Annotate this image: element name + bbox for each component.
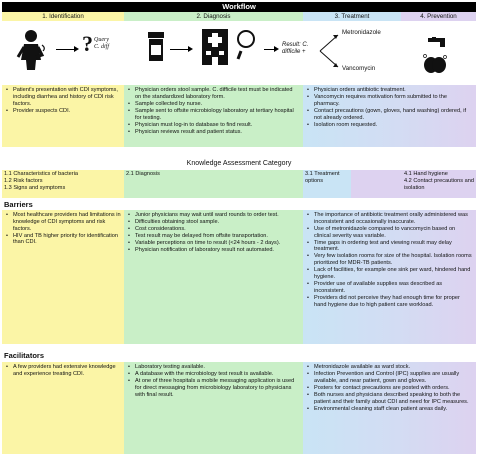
list-item: • Lack of facilities, for example one sink per ward, hindered hand hygiene. [306, 267, 473, 281]
list-item: • Providers did not perceive they had enough time for proper hand hygiene due to high patient care workload. [306, 295, 473, 309]
list-item: • Test result may be delayed from offsite transportation. [127, 233, 300, 240]
magnifier-icon [234, 29, 258, 61]
list-item: • Provider use of available supplies was described as inconsistent. [306, 281, 473, 295]
list-item: • HIV and TB higher priority for identification than CDI. [5, 233, 121, 247]
list-item: • Variable perceptions on time to result (<24 hours - 2 days). [127, 240, 300, 247]
list-item: • Physician orders stool sample. C. difficile test must be indicated on the standardized laboratory form. [127, 87, 300, 101]
kac-item: 1.1 Characteristics of bacteria [4, 171, 78, 177]
list-item: • Provider suspects CDI. [5, 108, 121, 115]
list-item: • Vancomycin requires motivation form submitted to the pharmacy. [306, 94, 473, 108]
facilitators-treatment-prevention [303, 362, 476, 454]
kac-item: 1.3 Signs and symptoms [4, 184, 66, 191]
arrow-2 [170, 49, 190, 50]
list-item: • A database with the microbiology test result is available. [127, 371, 300, 378]
kac-item: 1.2 Risk factors [4, 177, 43, 184]
phase-diagnosis: 2. Diagnosis [124, 12, 303, 21]
handwashing-icon [422, 53, 448, 75]
list-item: • The importance of antibiotic treatment orally administered was inconsistent and occasionally inaccurate. [306, 212, 473, 226]
query-label: Query C. diff [94, 37, 110, 50]
list-item: • Posters for contact precautions are posted with orders. [306, 385, 473, 392]
list-item: • Cost considerations. [127, 226, 300, 233]
arrow-1 [56, 49, 76, 50]
facilitators-heading: Facilitators [4, 351, 45, 360]
list-item: • Isolation room requested. [306, 122, 473, 129]
list-item: • Physician must log-in to database to find result. [127, 122, 300, 129]
barriers-identification [2, 210, 124, 344]
list-item: • Contact precautions (gown, gloves, hand washing) ordered, if not already ordered. [306, 108, 473, 122]
kac-prevention [351, 170, 476, 198]
identification-steps [2, 85, 124, 147]
question-mark-icon: ? [82, 31, 93, 56]
list-item: • Junior physicians may wait until ward rounds to order test. [127, 212, 300, 219]
list-item: • Physician notification of laboratory result not automated. [127, 247, 300, 254]
phase-treatment: 3. Treatment [303, 12, 401, 21]
treatment-vancomycin: Vancomycin [342, 65, 376, 72]
list-item: • Infection Prevention and Control (IPC) supplies are usually available, and near patient, gown and gloves. [306, 371, 473, 385]
list-item: • Sample sent to offsite microbiology laboratory at tertiary hospital for testing. [127, 108, 300, 122]
list-item: • Time gaps in ordering test and viewing result may delay treatment. [306, 240, 473, 254]
barriers-diagnosis [124, 210, 303, 344]
identification-steps-list [5, 87, 121, 114]
kac-item: 2.1 Diagnosis [126, 171, 160, 177]
list-item: • Most healthcare providers had limitations in knowledge of CDI symptoms and risk factors. [5, 212, 121, 232]
list-item: • Metronidazole available as ward stock. [306, 364, 473, 371]
kac-item: 4.1 Hand hygiene [404, 171, 448, 177]
kac-heading: Knowledge Assessment Category [186, 160, 292, 167]
list-item: • Very few isolation rooms for size of the hospital. Isolation rooms prioritized for MDR-TB patients. [306, 253, 473, 267]
hospital-icon [200, 27, 230, 67]
barriers-heading: Barriers [4, 200, 33, 209]
kac-item: 3.1 Treatment options [305, 171, 340, 184]
phase-prevention: 4. Prevention [401, 12, 476, 21]
sample-container-icon [146, 31, 166, 63]
list-item: • A few providers had extensive knowledge and experience treating CDI. [5, 364, 121, 378]
list-item: • At one of three hospitals a mobile messaging application is used for direct messaging from microbiology laboratory to physicians with final result. [127, 378, 300, 398]
facilitators-identification [2, 362, 124, 454]
list-item: • Patient's presentation with CDI symptoms, including diarrhea and history of CDI risk factors. [5, 87, 121, 107]
barriers-treatment-prevention [303, 210, 476, 344]
patient-icon [12, 29, 52, 71]
list-item: • Difficulties obtaining stool sample. [127, 219, 300, 226]
faucet-icon [426, 37, 448, 51]
list-item: • Physician reviews result and patient status. [127, 129, 300, 136]
list-item: • Environmental cleaning staff clean patient areas daily. [306, 406, 473, 413]
kac-item: 4.2 Contact precautions and isolation [404, 177, 474, 191]
list-item: • Use of metronidazole compared to vancomycin based on clinical severity was variable. [306, 226, 473, 240]
list-item: • Sample collected by nurse. [127, 101, 300, 108]
list-item: • Both nurses and physicians described speaking to both the patient and their family about CDI and need for IPC measures. [306, 392, 473, 406]
diagnosis-steps [124, 85, 303, 147]
list-item: • Physician orders antibiotic treatment. [306, 87, 473, 94]
workflow-title: Workflow [2, 2, 476, 12]
kac-identification [2, 170, 124, 198]
kac-diagnosis [124, 170, 303, 198]
list-item: • Laboratory testing available. [127, 364, 300, 371]
treatment-metronidazole: Metronidazole [342, 29, 381, 36]
treatment-prevention-steps [303, 85, 476, 147]
icon-row [2, 21, 476, 84]
facilitators-diagnosis [124, 362, 303, 454]
fork-arrows [318, 30, 342, 72]
phase-identification: 1. Identification [2, 12, 124, 21]
result-label: Result: C. difficile + [282, 42, 309, 55]
